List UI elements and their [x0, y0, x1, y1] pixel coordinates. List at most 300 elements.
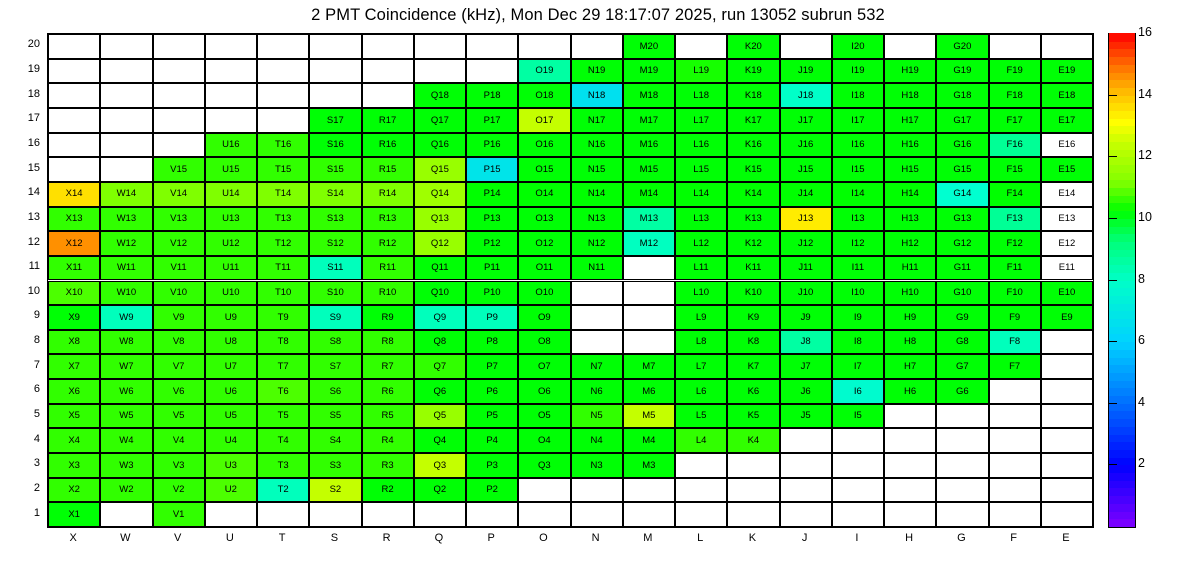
heatmap-cell-i16: I16 — [832, 133, 884, 158]
heatmap-cell-s16: S16 — [309, 133, 361, 158]
heatmap-cell-q17: Q17 — [414, 108, 466, 133]
heatmap-cell-n6: N6 — [571, 379, 623, 404]
heatmap-cell-empty — [205, 59, 257, 84]
y-tick-15: 15 — [27, 161, 40, 174]
heatmap-cell-m3: M3 — [623, 453, 675, 478]
heatmap-cell-p3: P3 — [466, 453, 518, 478]
x-tick-N: N — [591, 532, 600, 544]
heatmap-cell-h17: H17 — [884, 108, 936, 133]
heatmap-cell-empty — [936, 453, 988, 478]
colorbar-tick-mark — [1108, 95, 1117, 96]
colorbar-tick-16: 16 — [1138, 25, 1152, 39]
y-tick-20: 20 — [27, 38, 40, 51]
heatmap-cell-l7: L7 — [675, 354, 727, 379]
heatmap-cell-w11: W11 — [100, 256, 152, 281]
heatmap-cell-empty — [466, 59, 518, 84]
y-tick-3: 3 — [33, 457, 40, 470]
heatmap-cell-empty — [675, 453, 727, 478]
colorbar-segment — [1109, 126, 1135, 134]
heatmap-cell-empty — [1041, 330, 1093, 355]
heatmap-cell-r14: R14 — [362, 182, 414, 207]
heatmap-cell-t11: T11 — [257, 256, 309, 281]
heatmap-cell-w13: W13 — [100, 207, 152, 232]
heatmap-cell-r9: R9 — [362, 305, 414, 330]
heatmap-cell-h18: H18 — [884, 83, 936, 108]
heatmap-cell-empty — [936, 428, 988, 453]
heatmap-cell-g6: G6 — [936, 379, 988, 404]
heatmap-cell-j9: J9 — [780, 305, 832, 330]
heatmap-cell-i6: I6 — [832, 379, 884, 404]
heatmap-cell-w5: W5 — [100, 404, 152, 429]
x-tick-U: U — [225, 532, 234, 544]
heatmap-cell-empty — [257, 108, 309, 133]
heatmap-cell-empty — [362, 59, 414, 84]
heatmap-cell-j18: J18 — [780, 83, 832, 108]
y-tick-8: 8 — [33, 334, 40, 347]
y-tick-16: 16 — [27, 136, 40, 149]
heatmap-cell-j19: J19 — [780, 59, 832, 84]
heatmap-cell-p14: P14 — [466, 182, 518, 207]
heatmap-cell-j7: J7 — [780, 354, 832, 379]
heatmap-cell-k5: K5 — [727, 404, 779, 429]
colorbar-segment — [1109, 249, 1135, 257]
heatmap-cell-empty — [571, 478, 623, 503]
heatmap-cell-g20: G20 — [936, 34, 988, 59]
heatmap-cell-x11: X11 — [48, 256, 100, 281]
heatmap-cell-empty — [571, 502, 623, 527]
heatmap-cell-u2: U2 — [205, 478, 257, 503]
heatmap-cell-empty — [675, 478, 727, 503]
heatmap-cell-m7: M7 — [623, 354, 675, 379]
heatmap-cell-r13: R13 — [362, 207, 414, 232]
heatmap-cell-empty — [884, 34, 936, 59]
heatmap-cell-n13: N13 — [571, 207, 623, 232]
heatmap-cell-v7: V7 — [153, 354, 205, 379]
heatmap-cell-t5: T5 — [257, 404, 309, 429]
heatmap-cell-p9: P9 — [466, 305, 518, 330]
colorbar-segment — [1109, 488, 1135, 496]
heatmap-cell-v12: V12 — [153, 231, 205, 256]
colorbar-segment — [1109, 187, 1135, 195]
heatmap-cell-n19: N19 — [571, 59, 623, 84]
colorbar-segment — [1109, 426, 1135, 434]
heatmap-cell-j13: J13 — [780, 207, 832, 232]
heatmap-cell-x6: X6 — [48, 379, 100, 404]
colorbar-segment — [1109, 403, 1135, 411]
heatmap-cell-f9: F9 — [989, 305, 1041, 330]
heatmap-cell-s15: S15 — [309, 157, 361, 182]
heatmap-cell-r16: R16 — [362, 133, 414, 158]
colorbar-segment — [1109, 41, 1135, 49]
heatmap-cell-k11: K11 — [727, 256, 779, 281]
colorbar-segment — [1109, 434, 1135, 442]
heatmap-cell-empty — [48, 133, 100, 158]
heatmap-cell-l19: L19 — [675, 59, 727, 84]
heatmap-cell-empty — [100, 157, 152, 182]
heatmap-cell-empty — [1041, 502, 1093, 527]
heatmap-cell-u13: U13 — [205, 207, 257, 232]
heatmap-cell-s5: S5 — [309, 404, 361, 429]
x-tick-F: F — [1010, 532, 1017, 544]
heatmap-cell-l14: L14 — [675, 182, 727, 207]
x-tick-W: W — [120, 532, 131, 544]
heatmap-cell-i17: I17 — [832, 108, 884, 133]
colorbar-segment — [1109, 64, 1135, 72]
x-tick-E: E — [1062, 532, 1070, 544]
heatmap-cell-r17: R17 — [362, 108, 414, 133]
heatmap-cell-o9: O9 — [518, 305, 570, 330]
heatmap-cell-v5: V5 — [153, 404, 205, 429]
heatmap-cell-g8: G8 — [936, 330, 988, 355]
heatmap-cell-o16: O16 — [518, 133, 570, 158]
heatmap-cell-i10: I10 — [832, 281, 884, 306]
heatmap-cell-t14: T14 — [257, 182, 309, 207]
colorbar-segment — [1109, 411, 1135, 419]
heatmap-cell-v3: V3 — [153, 453, 205, 478]
heatmap-cell-p15: P15 — [466, 157, 518, 182]
heatmap-cell-f15: F15 — [989, 157, 1041, 182]
heatmap-cell-empty — [989, 478, 1041, 503]
heatmap-cell-x8: X8 — [48, 330, 100, 355]
colorbar-segment — [1109, 80, 1135, 88]
heatmap-cell-v1: V1 — [153, 502, 205, 527]
colorbar-ticks — [1138, 25, 1194, 528]
heatmap-cell-h15: H15 — [884, 157, 936, 182]
heatmap-cell-empty — [257, 83, 309, 108]
heatmap-cell-f16: F16 — [989, 133, 1041, 158]
heatmap-cell-j12: J12 — [780, 231, 832, 256]
heatmap-cell-t8: T8 — [257, 330, 309, 355]
colorbar-segment — [1109, 372, 1135, 380]
heatmap-cell-m20: M20 — [623, 34, 675, 59]
heatmap-cell-f13: F13 — [989, 207, 1041, 232]
heatmap-cell-j6: J6 — [780, 379, 832, 404]
heatmap-cell-empty — [309, 83, 361, 108]
colorbar-segment — [1109, 511, 1135, 519]
y-tick-19: 19 — [27, 62, 40, 75]
colorbar-segment — [1109, 318, 1135, 326]
heatmap-cell-p5: P5 — [466, 404, 518, 429]
heatmap-cell-o4: O4 — [518, 428, 570, 453]
heatmap-cell-j10: J10 — [780, 281, 832, 306]
heatmap-cell-g9: G9 — [936, 305, 988, 330]
colorbar-segment — [1109, 180, 1135, 188]
x-tick-H: H — [905, 532, 914, 544]
heatmap-cell-empty — [100, 133, 152, 158]
heatmap-cell-o12: O12 — [518, 231, 570, 256]
heatmap-cell-o14: O14 — [518, 182, 570, 207]
heatmap-cell-i14: I14 — [832, 182, 884, 207]
colorbar-segment — [1109, 449, 1135, 457]
x-tick-V: V — [173, 532, 182, 544]
heatmap-cell-v2: V2 — [153, 478, 205, 503]
heatmap-cell-x10: X10 — [48, 281, 100, 306]
x-tick-I: I — [855, 532, 859, 544]
colorbar-segment — [1109, 234, 1135, 242]
colorbar-segment — [1109, 57, 1135, 65]
heatmap-cell-empty — [780, 34, 832, 59]
heatmap-cell-q7: Q7 — [414, 354, 466, 379]
colorbar-segment — [1109, 110, 1135, 118]
x-tick-O: O — [539, 532, 548, 544]
heatmap-cell-n15: N15 — [571, 157, 623, 182]
heatmap-cell-e13: E13 — [1041, 207, 1093, 232]
heatmap-cell-empty — [48, 59, 100, 84]
y-tick-5: 5 — [33, 408, 40, 421]
heatmap-cell-empty — [989, 404, 1041, 429]
heatmap-cell-empty — [1041, 379, 1093, 404]
heatmap-cell-q5: Q5 — [414, 404, 466, 429]
y-tick-9: 9 — [33, 309, 40, 322]
colorbar-segment — [1109, 465, 1135, 473]
colorbar-tick-12: 12 — [1138, 148, 1152, 163]
heatmap-cell-t12: T12 — [257, 231, 309, 256]
colorbar-segment — [1109, 519, 1135, 527]
heatmap-cell-u4: U4 — [205, 428, 257, 453]
heatmap-cell-n5: N5 — [571, 404, 623, 429]
heatmap-cell-e10: E10 — [1041, 281, 1093, 306]
colorbar-segment — [1109, 365, 1135, 373]
heatmap-cell-i12: I12 — [832, 231, 884, 256]
heatmap-cell-l11: L11 — [675, 256, 727, 281]
heatmap-cell-i5: I5 — [832, 404, 884, 429]
colorbar-segment — [1109, 118, 1135, 126]
heatmap-cell-empty — [727, 478, 779, 503]
heatmap-cell-p8: P8 — [466, 330, 518, 355]
colorbar-tick-mark — [1108, 464, 1117, 465]
heatmap-cell-n16: N16 — [571, 133, 623, 158]
heatmap-cell-i20: I20 — [832, 34, 884, 59]
heatmap-cell-w3: W3 — [100, 453, 152, 478]
heatmap-cell-x14: X14 — [48, 182, 100, 207]
heatmap-cell-o18: O18 — [518, 83, 570, 108]
heatmap-cell-k8: K8 — [727, 330, 779, 355]
heatmap-cell-j11: J11 — [780, 256, 832, 281]
heatmap-cell-empty — [153, 133, 205, 158]
heatmap-cell-i13: I13 — [832, 207, 884, 232]
heatmap-cell-u6: U6 — [205, 379, 257, 404]
x-tick-L: L — [697, 532, 704, 544]
heatmap-cell-f14: F14 — [989, 182, 1041, 207]
heatmap-cell-k13: K13 — [727, 207, 779, 232]
heatmap-cell-x5: X5 — [48, 404, 100, 429]
heatmap-cell-h19: H19 — [884, 59, 936, 84]
heatmap-cell-t15: T15 — [257, 157, 309, 182]
heatmap-cell-s2: S2 — [309, 478, 361, 503]
colorbar-segment — [1109, 226, 1135, 234]
colorbar-segment — [1109, 218, 1135, 226]
x-tick-X: X — [69, 532, 77, 544]
colorbar-tick-6: 6 — [1138, 333, 1145, 348]
y-tick-1: 1 — [33, 506, 40, 519]
heatmap-cell-h7: H7 — [884, 354, 936, 379]
heatmap-cell-o15: O15 — [518, 157, 570, 182]
heatmap-cell-l12: L12 — [675, 231, 727, 256]
heatmap-cell-empty — [832, 453, 884, 478]
heatmap-cell-h8: H8 — [884, 330, 936, 355]
heatmap-cell-e9: E9 — [1041, 305, 1093, 330]
heatmap-cell-q4: Q4 — [414, 428, 466, 453]
heatmap-cell-empty — [623, 502, 675, 527]
heatmap-cell-h12: H12 — [884, 231, 936, 256]
heatmap-cell-s4: S4 — [309, 428, 361, 453]
heatmap-cell-empty — [1041, 478, 1093, 503]
heatmap-cell-r2: R2 — [362, 478, 414, 503]
heatmap-cell-k16: K16 — [727, 133, 779, 158]
heatmap-cell-m13: M13 — [623, 207, 675, 232]
heatmap-cell-k17: K17 — [727, 108, 779, 133]
colorbar — [1108, 33, 1136, 528]
heatmap-cell-empty — [414, 59, 466, 84]
heatmap-cell-empty — [936, 404, 988, 429]
heatmap-cell-empty — [48, 34, 100, 59]
heatmap-cell-r10: R10 — [362, 281, 414, 306]
heatmap-cell-u5: U5 — [205, 404, 257, 429]
heatmap-cell-q2: Q2 — [414, 478, 466, 503]
heatmap-cell-p12: P12 — [466, 231, 518, 256]
heatmap-cell-empty — [414, 34, 466, 59]
colorbar-segment — [1109, 357, 1135, 365]
heatmap-cell-u12: U12 — [205, 231, 257, 256]
colorbar-segment — [1109, 72, 1135, 80]
heatmap-cell-u7: U7 — [205, 354, 257, 379]
heatmap-cell-x1: X1 — [48, 502, 100, 527]
heatmap-cell-h6: H6 — [884, 379, 936, 404]
heatmap-cell-l13: L13 — [675, 207, 727, 232]
heatmap-cell-r3: R3 — [362, 453, 414, 478]
heatmap-cell-s8: S8 — [309, 330, 361, 355]
heatmap-cell-s9: S9 — [309, 305, 361, 330]
heatmap-cell-empty — [205, 502, 257, 527]
heatmap-cell-i18: I18 — [832, 83, 884, 108]
heatmap-cell-o10: O10 — [518, 281, 570, 306]
heatmap-cell-s17: S17 — [309, 108, 361, 133]
heatmap-cell-empty — [48, 157, 100, 182]
x-tick-R: R — [382, 532, 391, 544]
heatmap-cell-q3: Q3 — [414, 453, 466, 478]
heatmap-cell-empty — [832, 502, 884, 527]
heatmap-cell-o7: O7 — [518, 354, 570, 379]
heatmap-cell-empty — [414, 502, 466, 527]
heatmap-cell-q14: Q14 — [414, 182, 466, 207]
y-tick-12: 12 — [27, 235, 40, 248]
heatmap-cell-v9: V9 — [153, 305, 205, 330]
heatmap-cell-empty — [518, 34, 570, 59]
heatmap-cell-empty — [884, 428, 936, 453]
heatmap-cell-m12: M12 — [623, 231, 675, 256]
heatmap-cell-x4: X4 — [48, 428, 100, 453]
heatmap-cell-g16: G16 — [936, 133, 988, 158]
heatmap-cell-k15: K15 — [727, 157, 779, 182]
heatmap-cell-empty — [571, 330, 623, 355]
heatmap-cell-m15: M15 — [623, 157, 675, 182]
heatmap-cell-q9: Q9 — [414, 305, 466, 330]
heatmap-cell-empty — [727, 502, 779, 527]
heatmap-cell-p4: P4 — [466, 428, 518, 453]
colorbar-segment — [1109, 480, 1135, 488]
heatmap-cell-j16: J16 — [780, 133, 832, 158]
heatmap-cell-s10: S10 — [309, 281, 361, 306]
heatmap-cell-empty — [100, 34, 152, 59]
heatmap-cell-h10: H10 — [884, 281, 936, 306]
heatmap-cell-w2: W2 — [100, 478, 152, 503]
heatmap-cell-g7: G7 — [936, 354, 988, 379]
heatmap-cell-empty — [257, 502, 309, 527]
x-tick-T: T — [278, 532, 286, 544]
heatmap-cell-w10: W10 — [100, 281, 152, 306]
heatmap-cell-u10: U10 — [205, 281, 257, 306]
heatmap-cell-v10: V10 — [153, 281, 205, 306]
heatmap-cell-j17: J17 — [780, 108, 832, 133]
heatmap-cell-r6: R6 — [362, 379, 414, 404]
heatmap-cell-k12: K12 — [727, 231, 779, 256]
colorbar-segment — [1109, 241, 1135, 249]
heatmap-cell-h16: H16 — [884, 133, 936, 158]
heatmap-cell-x7: X7 — [48, 354, 100, 379]
colorbar-tick-2: 2 — [1138, 456, 1145, 471]
x-tick-G: G — [957, 532, 966, 544]
heatmap-cell-i19: I19 — [832, 59, 884, 84]
heatmap-cell-l18: L18 — [675, 83, 727, 108]
colorbar-segment — [1109, 195, 1135, 203]
heatmap-cell-m4: M4 — [623, 428, 675, 453]
heatmap-cell-empty — [309, 59, 361, 84]
colorbar-segment — [1109, 295, 1135, 303]
heatmap-cell-i9: I9 — [832, 305, 884, 330]
heatmap-cell-m6: M6 — [623, 379, 675, 404]
heatmap-cell-o19: O19 — [518, 59, 570, 84]
heatmap-cell-empty — [780, 502, 832, 527]
heatmap-cell-p13: P13 — [466, 207, 518, 232]
heatmap-cell-t9: T9 — [257, 305, 309, 330]
heatmap-cell-p6: P6 — [466, 379, 518, 404]
colorbar-segment — [1109, 280, 1135, 288]
heatmap-cell-v14: V14 — [153, 182, 205, 207]
x-tick-M: M — [643, 532, 653, 544]
heatmap-cell-f8: F8 — [989, 330, 1041, 355]
heatmap-cell-empty — [623, 256, 675, 281]
heatmap-cell-empty — [832, 428, 884, 453]
heatmap-cell-h13: H13 — [884, 207, 936, 232]
heatmap-cell-n3: N3 — [571, 453, 623, 478]
heatmap-cell-n17: N17 — [571, 108, 623, 133]
heatmap-cell-empty — [623, 478, 675, 503]
heatmap-cell-g12: G12 — [936, 231, 988, 256]
x-tick-S: S — [330, 532, 339, 544]
colorbar-segment — [1109, 257, 1135, 265]
heatmap-cell-t7: T7 — [257, 354, 309, 379]
heatmap-cell-empty — [1041, 354, 1093, 379]
heatmap-cell-empty — [780, 428, 832, 453]
heatmap-cell-i7: I7 — [832, 354, 884, 379]
heatmap-cell-empty — [571, 281, 623, 306]
heatmap-cell-e11: E11 — [1041, 256, 1093, 281]
colorbar-segment — [1109, 311, 1135, 319]
colorbar-tick-mark — [1108, 341, 1117, 342]
heatmap-cell-empty — [780, 453, 832, 478]
colorbar-tick-mark — [1108, 403, 1117, 404]
x-tick-K: K — [748, 532, 757, 544]
heatmap-cell-empty — [780, 478, 832, 503]
heatmap-cell-l4: L4 — [675, 428, 727, 453]
colorbar-segment — [1109, 503, 1135, 511]
heatmap-cell-p17: P17 — [466, 108, 518, 133]
x-axis-ticks — [47, 532, 1094, 550]
heatmap-cell-f18: F18 — [989, 83, 1041, 108]
heatmap-cell-o6: O6 — [518, 379, 570, 404]
colorbar-segment — [1109, 203, 1135, 211]
heatmap-cell-empty — [205, 83, 257, 108]
